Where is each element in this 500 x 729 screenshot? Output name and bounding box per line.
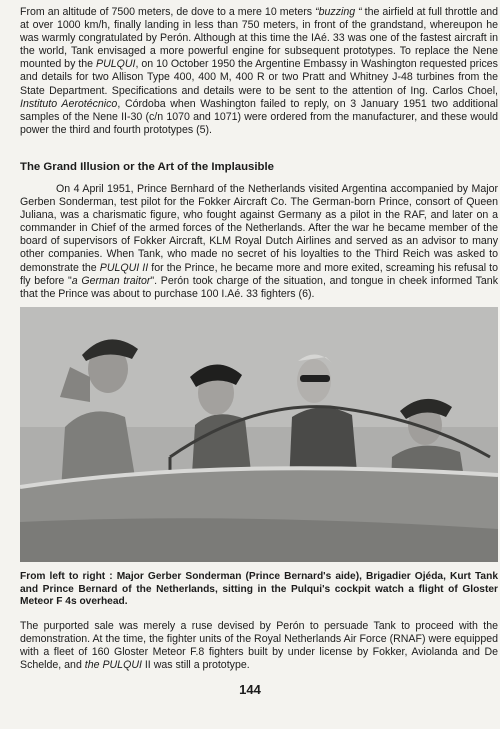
page-number: 144 (239, 682, 261, 697)
cockpit-photo-illustration (20, 307, 498, 562)
intro-emphasis-buzzing: “buzzing “ (315, 6, 362, 18)
cockpit-photo (20, 307, 498, 562)
photo-caption: From left to right : Major Gerber Sonderman (Prince Bernard's aide), Brigadier Ojéda, Kurt Tank and Prince Bernard of the Netherlands, sitting in the Pulqui's cockpit watch a flight of Gloster Meteor F 4s overhead. (20, 571, 498, 608)
body-paragraph: On 4 April 1951, Prince Bernhard of the Netherlands visited Argentina accompanied by Major Gerben Sonderman, test pilot for the Fokker Aircraft Co. The German-born Prince, consort of Queen Juliana, was a charismatic figure, who fought against Germany as a pilot in the RAF, and later on a commander in Chief of the armed forces of the Netherlands. After the war he became member of the board of supervisors of Fokker Aircraft, KLM Royal Dutch Airlines and served as an advisor to many other companies. When Tank, who made no secret of his loyalties to the Third Reich was asked to demonstrate the PULQUI II for the Prince, he became more and more exited, screaming his refusal to fly before "a German traitor". Perón took charge of the situation, and tongue in cheek informed Tank that the Prince was about to purchase 100 I.Aé. 33 fighters (6). (20, 183, 499, 300)
closing-paragraph: The purported sale was merely a ruse devised by Perón to persuade Tank to proceed with the demonstration. At the time, the fighter units of the Royal Netherlands Air Force (RNAF) were equipped with a fleet of 160 Gloster Meteor F.8 fighters built by under license by Fokker, Aviolanda and De Schelde, and the PULQUI II was still a prototype. (20, 620, 498, 672)
intro-emphasis-pulqui: PULQUI (96, 58, 136, 71)
intro-paragraph: From an altitude of 7500 meters, de dove to a mere 10 meters “buzzing “ the airfield at full throttle and at over 1000 km/h, finally landing in less than 750 meters, in front of the grandstand, whereupon he was warmly congratulated by Perón. Although at this time the IAé. 33 was one of the fastest aircraft in the world, Tank envisaged a more powerful engine for subsequent prototypes. To replace the Nene mounted by the PULQUI, on 10 October 1950 the Argentine Embassy in Washington requested prices and details for two Allison Type 400, 400 M, 400 R or two Pratt and Whitney J-48 turbines from the State Department. Specifications and details were to be sent to the attention of Ing. Carlos Choel, Instituto Aerotécnico, Córdoba when Washington failed to reply, on 3 January 1951 two additional samples of the Nene II-30 (c/n 1070 and 1071) were ordered from the manufacturer, and these would power the third and fourth prototypes (5). (20, 6, 499, 136)
closing-emphasis-pulqui: the PULQUI (84, 659, 142, 672)
section-heading: The Grand Illusion or the Art of the Implausible (20, 161, 274, 173)
body-emphasis-traitor: a German traitor (71, 274, 151, 287)
intro-emphasis-institute: Instituto Aerotécnico (20, 97, 118, 110)
body-emphasis-pulqui-ii: PULQUI II (99, 261, 149, 274)
